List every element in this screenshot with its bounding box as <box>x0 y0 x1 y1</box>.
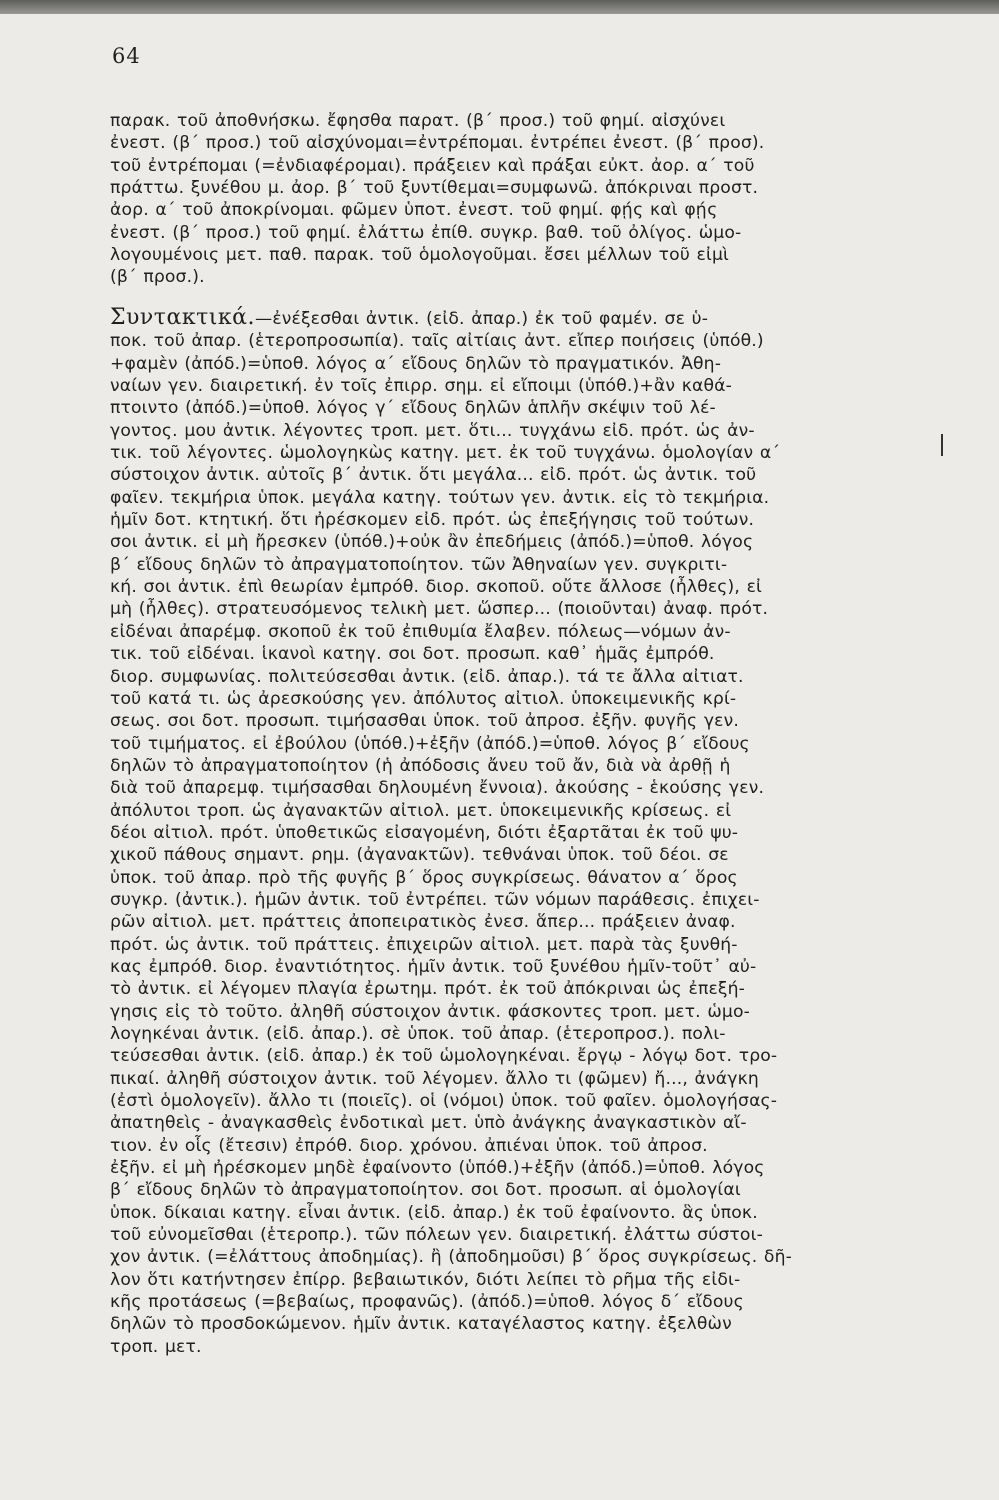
text-line: ἐξῆν. εἰ μὴ ἠρέσκομεν μηδὲ ἐφαίνοντο (ὑπόθ.)+ἐξῆν (ἀπόδ.)=ὑποθ. λόγος <box>110 1158 765 1179</box>
text-line: φαῖεν. τεκμήρια ὑποκ. μεγάλα κατηγ. τούτων γεν. ἀντικ. εἰς τὸ τεκμήρια. <box>110 487 770 508</box>
text-line: τοῦ κατά τι. ὡς ἀρεσκούσης γεν. ἀπόλυτος αἰτιολ. ὑποκειμενικῆς κρί- <box>110 688 737 709</box>
text-line: διὰ τοῦ ἀπαρεμφ. τιμήσασθαι δηλουμένη ἔννοια). ἀκούσης - ἑκούσης γεν. <box>110 778 765 799</box>
text-line: διορ. συμφωνίας. πολιτεύσεσθαι ἀντικ. (εἰδ. ἀπαρ.). τά τε ἄλλα αἰτιατ. <box>110 666 744 687</box>
text-line: χον ἀντικ. (=ἐλάττους ἀποδημίας). ἢ (ἀποδημοῦσι) β΄ ὅρος συγκρίσεως. δῆ- <box>110 1247 792 1268</box>
page-top-edge <box>0 0 999 14</box>
text-line: ἡμῖν δοτ. κτητική. ὅτι ἠρέσκομεν εἰδ. πρότ. ὡς ἐπεξήγησις τοῦ τούτων. <box>110 510 755 531</box>
text-line: πράττω. ξυνέθου μ. ἀορ. β΄ τοῦ ξυντίθεμαι=συμφωνῶ. ἀπόκριναι προστ. <box>110 178 759 199</box>
text-line: ποκ. τοῦ ἀπαρ. (ἑτεροπροσωπία). ταῖς αἰτίαις ἀντ. εἴπερ ποιήσεις (ὑπόθ.) <box>110 331 764 352</box>
text-line: χικοῦ πάθους σημαντ. ρημ. (ἀγανακτῶν). τεθνάναι ὑποκ. τοῦ δέοι. σε <box>110 845 729 866</box>
text-line: β΄ εἴδους δηλῶν τὸ ἀπραγματοποίητον. σοι δοτ. προσωπ. αἱ ὁμολογίαι <box>110 1180 741 1201</box>
text-line: λογηκέναι ἀντικ. (εἰδ. ἀπαρ.). σὲ ὑποκ. τοῦ ἀπαρ. (ἑτεροπροσ.). πολι- <box>110 1024 726 1044</box>
margin-mark <box>941 434 943 456</box>
text-line: τιον. ἐν οἷς (ἔτεσιν) ἐπρόθ. διορ. χρόνου. ἀπιέναι ὑποκ. τοῦ ἀπροσ. <box>110 1135 708 1156</box>
text-line: τοῦ ἐντρέπομαι (=ἐνδιαφέρομαι). πράξειεν καὶ πράξαι εὐκτ. ἀορ. α΄ τοῦ <box>110 155 755 176</box>
text-line: πικαί. ἀληθῆ σύστοιχον ἀντικ. τοῦ λέγομεν. ἄλλο τι (φῶμεν) ἤ..., ἀνάγκη <box>110 1068 759 1089</box>
section-first-line <box>110 307 928 330</box>
text-line: τεύσεσθαι ἀντικ. (εἰδ. ἀπαρ.) ἐκ τοῦ ὡμολογηκέναι. ἔργῳ - λόγῳ δοτ. τρο- <box>110 1046 778 1067</box>
text-line: λον ὅτι κατήντησεν ἐπίρρ. βεβαιωτικόν, διότι λείπει τὸ ρῆμα τῆς εἰδι- <box>110 1269 741 1290</box>
text-line: τικ. τοῦ λέγοντες. ὡμολογηκὼς κατηγ. μετ. ἐκ τοῦ τυγχάνω. ὁμολογίαν α΄ <box>110 443 781 464</box>
text-line: δέοι αἰτιολ. πρότ. ὑποθετικῶς εἰσαγομένη, διότι ἐξαρτᾶται ἐκ τοῦ ψυ- <box>110 822 739 843</box>
text-line: δηλῶν τὸ ἀπραγματοποίητον (ἡ ἀπόδοσις ἄνευ τοῦ ἄν, διὰ νὰ ἀρθῇ ἡ <box>110 755 731 776</box>
text-line: ναίων γεν. διαιρετική. ἐν τοῖς ἐπιρρ. σημ. εἰ εἴποιμι (ὑπόθ.)+ἂν καθά- <box>110 376 732 397</box>
text-line: τοῦ τιμήματος. εἰ ἐβούλου (ὑπόθ.)+ἐξῆν (ἀπόδ.)=ὑποθ. λόγος β΄ εἴδους <box>110 733 750 754</box>
text-line: β΄ εἴδους δηλῶν τὸ ἀπραγματοποίητον. τῶν Ἀθηναίων γεν. συγκριτι- <box>110 554 728 575</box>
text-line: πτοιντο (ἀπόδ.)=ὑποθ. λόγος γ΄ εἴδους δηλῶν ἁπλῆν σκέψιν τοῦ λέ- <box>110 398 716 419</box>
page-number: 64 <box>112 44 141 68</box>
text-line: τικ. τοῦ εἰδέναι. ἱκανοὶ κατηγ. σοι δοτ. προσωπ. καθ᾿ ἡμᾶς ἐμπρόθ. <box>110 644 715 665</box>
text-line: ἐνεστ. (β΄ προσ.) τοῦ αἰσχύνομαι=ἐντρέπομαι. ἐντρέπει ἐνεστ. (β΄ προσ). <box>110 133 765 154</box>
syntax-notes <box>110 307 928 1358</box>
text-line: κή. σοι ἀντικ. ἐπὶ θεωρίαν ἐμπρόθ. διορ. σκοποῦ. οὔτε ἄλλοσε (ἦλθες), εἰ <box>110 577 763 598</box>
text-line: ὑποκ. τοῦ ἀπαρ. πρὸ τῆς φυγῆς β΄ ὅρος συγκρίσεως. θάνατον α΄ ὅρος <box>110 867 738 888</box>
text-line: τοῦ εὐνομεῖσθαι (ἑτεροπρ.). τῶν πόλεων γεν. διαιρετική. ἐλάττω σύστοι- <box>110 1225 763 1246</box>
text-line: κας ἐμπρόθ. διορ. ἐναντιότητος. ἡμῖν ἀντικ. τοῦ ξυνέθου ἡμῖν-τοῦτ᾿ αὐ- <box>110 956 757 977</box>
text-line: δηλῶν τὸ προσδοκώμενον. ἡμῖν ἀντικ. καταγέλαστος κατηγ. ἐξελθὼν <box>110 1314 732 1335</box>
section-heading: Συντακτικά. <box>110 305 255 330</box>
text-line: λογουμένοις μετ. παθ. παρακ. τοῦ ὁμολογοῦμαι. ἔσει μέλλων τοῦ εἰμὶ <box>110 245 729 266</box>
text-line: γησις εἰς τὸ τοῦτο. ἀληθῆ σύστοιχον ἀντικ. φάσκοντες τροπ. μετ. ὡμο- <box>110 1001 751 1022</box>
text-line: εἰδέναι ἀπαρέμφ. σκοποῦ ἐκ τοῦ ἐπιθυμία ἔλαβεν. πόλεως—νόμων ἀν- <box>110 621 731 642</box>
text-line: παρακ. τοῦ ἀποθνήσκω. ἔφησθα παρατ. (β΄ προσ.) τοῦ φημί. αἰσχύνει <box>110 111 726 131</box>
text-line: (β΄ προσ.). <box>110 267 205 288</box>
text-line-rest: —ἐνέξεσθαι ἀντικ. (εἰδ. ἀπαρ.) ἐκ τοῦ φαμέν. σε ὑ- <box>254 309 709 329</box>
text-line: κῆς προτάσεως (=βεβαίως, προφανῶς). (ἀπόδ.)=ὑποθ. λόγος δ΄ εἴδους <box>110 1292 744 1313</box>
text-line: πρότ. ὡς ἀντικ. τοῦ πράττεις. ἐπιχειρῶν αἰτιολ. μετ. παρὰ τὰς ξυνθή- <box>110 934 738 955</box>
text-line: σύστοιχον ἀντικ. αὐτοῖς β΄ ἀντικ. ὅτι μεγάλα... εἰδ. πρότ. ὡς ἀντικ. τοῦ <box>110 465 757 486</box>
text-line: σεως. σοι δοτ. προσωπ. τιμήσασθαι ὑποκ. τοῦ ἀπροσ. ἐξῆν. φυγῆς γεν. <box>110 711 739 732</box>
text-line: γοντος. μου ἀντικ. λέγοντες τροπ. μετ. ὅτι... τυγχάνω εἰδ. πρότ. ὡς ἀν- <box>110 420 755 441</box>
text-line: ἐνεστ. (β΄ προσ.) τοῦ φημί. ἐλάττω ἐπίθ. συγκρ. βαθ. τοῦ ὀλίγος. ὡμο- <box>110 222 742 243</box>
text-line: μὴ (ἦλθες). στρατευσόμενος τελικὴ μετ. ὥσπερ... (ποιοῦνται) ἀναφ. πρότ. <box>110 599 769 620</box>
text-line: ὑποκ. δίκαιαι κατηγ. εἶναι ἀντικ. (εἰδ. ἀπαρ.) ἐκ τοῦ ἐφαίνοντο. ἃς ὑποκ. <box>110 1202 758 1223</box>
text-line: σοι ἀντικ. εἰ μὴ ἤρεσκεν (ὑπόθ.)+οὐκ ἂν ἐπεδήμεις (ἀπόδ.)=ὑποθ. λόγος <box>110 532 754 553</box>
text-line: ἀορ. α΄ τοῦ ἀποκρίνομαι. φῶμεν ὑποτ. ἐνεστ. τοῦ φημί. φῄς καὶ φῄς <box>110 200 718 221</box>
text-line: ἀπόλυτοι τροπ. ὡς ἀγανακτῶν αἰτιολ. μετ. ὑποκειμενικῆς κρίσεως. εἰ <box>110 800 732 821</box>
text-line: συγκρ. (ἀντικ.). ἡμῶν ἀντικ. τοῦ ἐντρέπει. τῶν νόμων παράθεσις. ἐπιχει- <box>110 889 760 910</box>
text-line: (ἐστὶ ὁμολογεῖν). ἄλλο τι (ποιεῖς). οἱ (νόμοι) ὑποκ. τοῦ φαῖεν. ὁμολογήσας- <box>110 1091 778 1112</box>
text-line: +φαμὲν (ἀπόδ.)=ὑποθ. λόγος α΄ εἴδους δηλῶν τὸ πραγματικόν. Ἀθη- <box>110 353 722 374</box>
morphology-notes <box>110 110 928 289</box>
text-line: τροπ. μετ. <box>110 1336 202 1357</box>
text-line: ἀπατηθεὶς - ἀναγκασθεὶς ἐνδοτικαὶ μετ. ὑπὸ ἀνάγκης ἀναγκαστικὸν αἴ- <box>110 1113 747 1134</box>
text-line: ρῶν αἰτιολ. μετ. πράττεις ἀποπειρατικὸς ἐνεσ. ἅπερ... πράξειεν ἀναφ. <box>110 912 736 933</box>
text-line: τὸ ἀντικ. εἰ λέγομεν πλαγία ἐρωτημ. πρότ. ἐκ τοῦ ἀπόκριναι ὡς ἐπεξή- <box>110 979 746 1000</box>
